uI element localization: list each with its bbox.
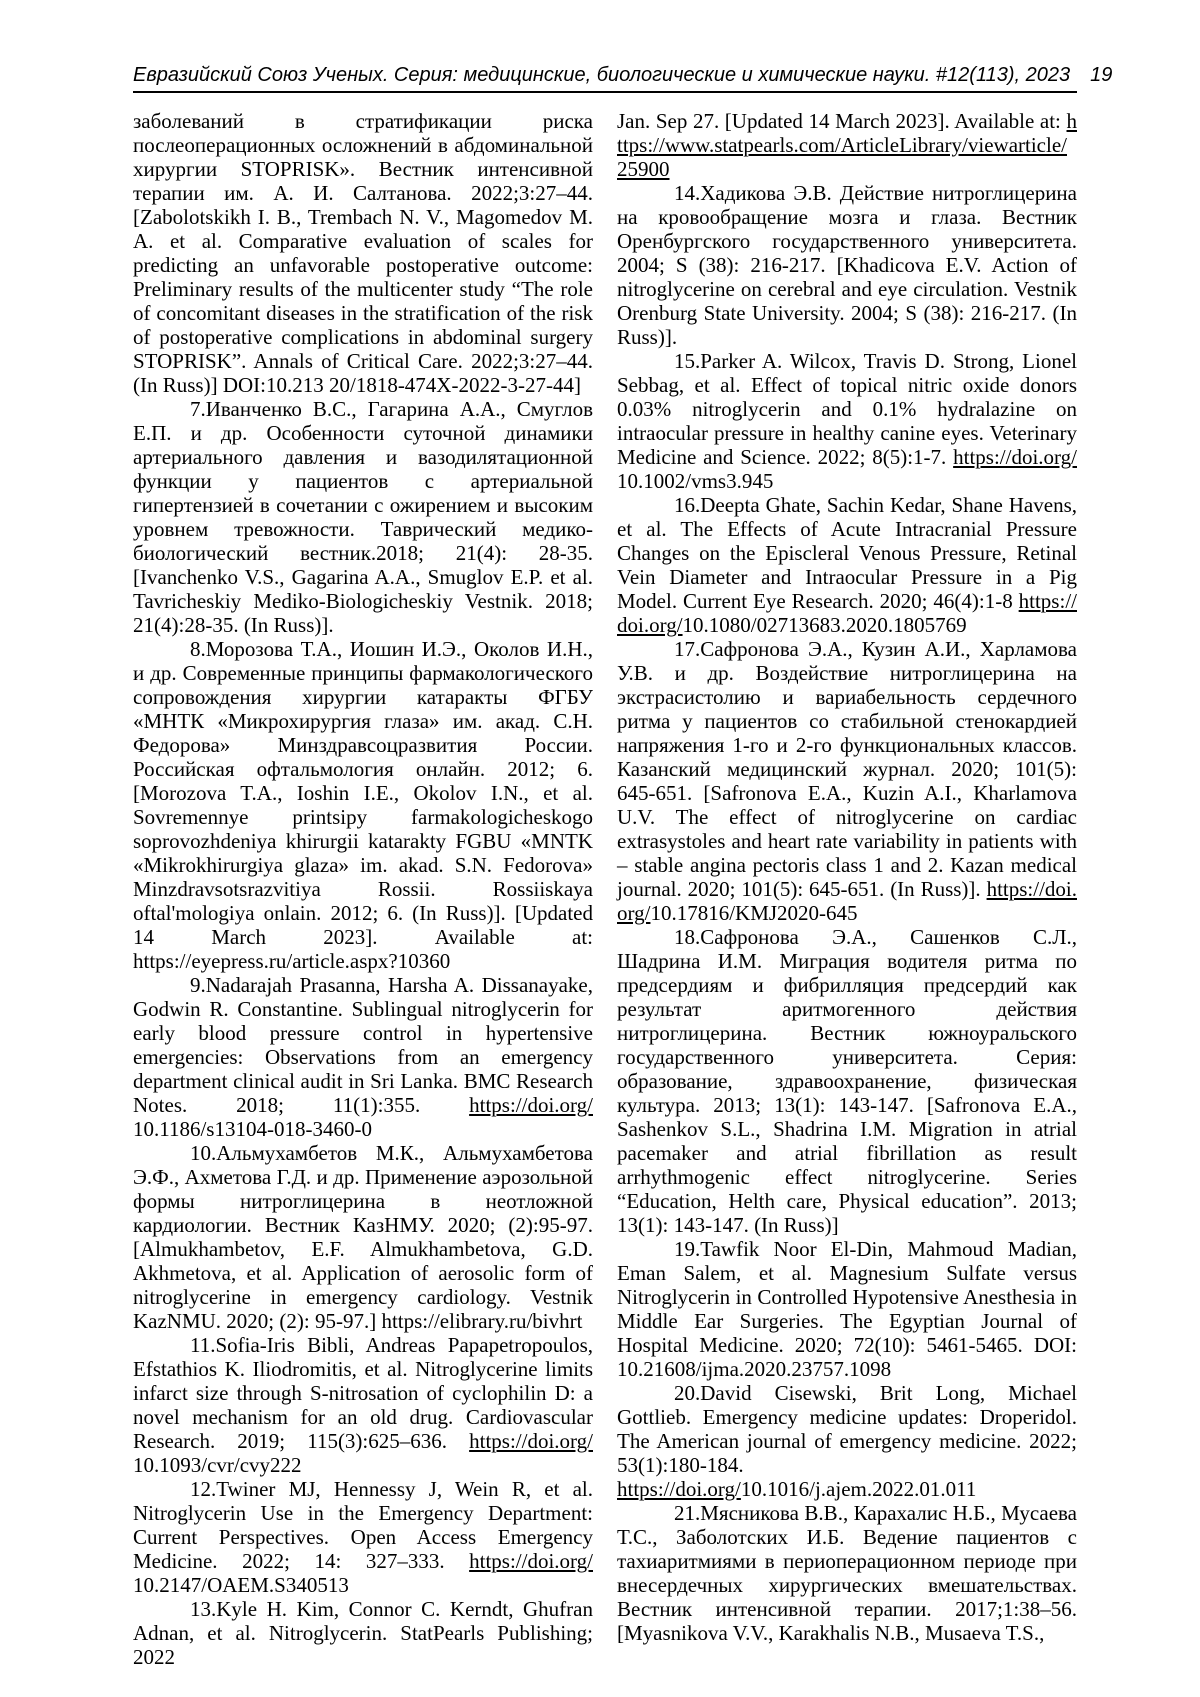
reference-text: 13.Kyle H. Kim, Connor C. Kerndt, Ghufran Adnan, et al. Nitroglycerin. StatPearls Publishing; 2022 bbox=[133, 1597, 593, 1669]
url-link[interactable]: https://www.statpearls.com/ArticleLibrary/viewarticle/25900 bbox=[617, 109, 1077, 181]
reference-text: 10.1186/s13104-018-3460-0 bbox=[133, 1117, 372, 1141]
reference-item bbox=[133, 397, 593, 637]
reference-text: 18.Сафронова Э.А., Сашенков С.Л., Шадрина И.М. Миграция водителя ритма по предсердиям и фибрилляция предсердий как результат аритмогенного действия нитроглицерина. Вестник южноуральского государственного университета. Серия: образование, здравоохранение, физическая культура. 2013; 13(1): 143-147. [Safronova E.A., Sashenkov S.L., Shadrina I.M. Migration in atrial pacemaker and atrial fibrillation as result arrhythmogenic effect nitroglycerine. Series “Education, Helth care, Physical education”. 2013; 13(1): 143-147. (In Russ)] bbox=[617, 925, 1077, 1237]
url-link[interactable]: https://doi.org/ bbox=[617, 877, 1077, 925]
reference-item bbox=[133, 1333, 593, 1477]
reference-text: 12.Twiner MJ, Hennessy J, Wein R, et al. Nitroglycerin Use in the Emergency Department: Current Perspectives. Open Access Emergency Medicine. 2022; 14: 327–333. bbox=[133, 1477, 593, 1573]
reference-item bbox=[617, 925, 1077, 1237]
reference-item bbox=[133, 109, 593, 397]
reference-item bbox=[617, 181, 1077, 349]
references-column-left bbox=[133, 109, 593, 1669]
reference-text: https://elibrary.ru/bivhrt bbox=[381, 1309, 583, 1333]
reference-text: 17.Сафронова Э.А., Кузин А.И., Харламова У.В. и др. Воздействие нитроглицерина на экстрасистолию и вариабельность сердечного ритма у пациентов со стабильной стенокардией напряжения 1-го и 2-го функциональных классов. Казанский медицинский журнал. 2020; 101(5): 645-651. [Safronova E.A., Kuzin A.I., Kharlamova U.V. The effect of nitroglycerine on cardiac extrasystoles and heart rate variability in patients with – stable angina pectoris class 1 and 2. Kazan medical journal. 2020; 101(5): 645-651. (In Russ)]. bbox=[617, 637, 1077, 901]
reference-text: 11.Sofia-Iris Bibli, Andreas Papapetropoulos, Efstathios K. Iliodromitis, et al. Nitroglycerine limits infarct size through S-nitrosation of cyclophilin D: a novel mechanism for an old drug. Cardiovascular Research. 2019; 115(3):625–636. bbox=[133, 1333, 593, 1453]
reference-text: 14.Хадикова Э.В. Действие нитроглицерина на кровообращение мозга и глаза. Вестник Оренбургского государственного университета. 2004; S (38): 216-217. [Khadicova E.V. Action of nitroglycerine on cerebral and eye circulation. Vestnik Orenburg State University. 2004; S (38): 216-217. (In Russ)]. bbox=[617, 181, 1077, 349]
reference-item bbox=[133, 1597, 593, 1669]
reference-text: 20.David Cisewski, Brit Long, Michael Gottlieb. Emergency medicine updates: Droperidol. The American journal of emergency medicine. 2022; 53(1):180-184. bbox=[617, 1381, 1077, 1477]
url-link[interactable]: https://doi.org/ bbox=[953, 445, 1077, 469]
reference-text: 8.Морозова Т.А., Иошин И.Э., Околов И.Н., и др. Современные принципы фармакологического сопровождения хирургии катаракты ФГБУ «МНТК «Микрохирургия глаза» им. акад. С.Н. Федорова» Минздравсоцразвития России. Российская офтальмология онлайн. 2012; 6. [Morozova T.A., Ioshin I.E., Okolov I.N., et al. Sovremennye printsipy farmakologicheskogo soprovozhdeniya khirurgii katarakty FGBU «MNTK «Mikrokhirurgiya glaza» im. akad. S.N. Fedorova» Minzdravsotsrazvitiya Rossii. Rossiiskaya oftal'mologiya onlain. 2012; 6. (In Russ)]. [Updated 14 March 2023]. Available at: bbox=[133, 637, 593, 949]
reference-item bbox=[133, 973, 593, 1141]
url-link[interactable]: https://doi.org/ bbox=[617, 589, 1077, 637]
url-link[interactable]: https://doi.org/ bbox=[469, 1429, 593, 1453]
references-columns bbox=[133, 109, 1077, 1669]
reference-item bbox=[617, 637, 1077, 925]
url-link[interactable]: https://doi.org/ bbox=[617, 1477, 741, 1501]
reference-item bbox=[133, 637, 593, 973]
reference-text: заболеваний в стратификации риска послеоперационных осложнений в абдоминальной хирургии STOPRISK». Вестник интенсивной терапии им. А. И. Салтанова. 2022;3:27–44. [Zabolotskikh I. B., Trembach N. V., Magomedov M. A. et al. Comparative evaluation of scales for predicting an unfavorable postoperative outcome: Preliminary results of the multicenter study “The role of concomitant diseases in the stratification of the risk of postoperative complications in abdominal surgery STOPRISK”. Annals of Critical Care. 2022;3:27–44. (In Russ)] DOI:10.213 20/1818-474X-2022-3-27-44] bbox=[133, 109, 593, 397]
reference-item bbox=[617, 493, 1077, 637]
reference-text: 10.2147/OAEM.S340513 bbox=[133, 1573, 349, 1597]
references-column-right bbox=[617, 109, 1077, 1669]
reference-text: 10.Альмухамбетов М.К., Альмухамбетова Э.Ф., Ахметова Г.Д. и др. Применение аэрозольной формы нитроглицерина в неотложной кардиологии. Вестник КазНМУ. 2020; (2):95-97. [Almukhambetov, E.F. Almukhambetova, G.D. Akhmetova, et al. Application of aerosolic form of nitroglycerine in emergency cardiology. Vestnik KazNMU. 2020; (2): 95-97.] bbox=[133, 1141, 593, 1333]
reference-item bbox=[617, 1501, 1077, 1645]
reference-text: 21.Мясникова В.В., Карахалис Н.Б., Мусаева Т.С., Заболотских И.Б. Ведение пациентов с тахиаритмиями в периоперационном периоде при внесердечных хирургических вмешательствах. Вестник интенсивной терапии. 2017;1:38–56. [Myasnikova V.V., Karakhalis N.B., Musaeva T.S., bbox=[617, 1501, 1077, 1645]
reference-text: 10.1016/j.ajem.2022.01.011 bbox=[740, 1477, 977, 1501]
reference-text: 10.1093/cvr/cvy222 bbox=[133, 1453, 302, 1477]
reference-text: 15.Parker A. Wilcox, Travis D. Strong, Lionel Sebbag, et al. Effect of topical nitric oxide donors 0.03% nitroglycerin and 0.1% hydralazine on intraocular pressure in healthy canine eyes. Veterinary Medicine and Science. 2022; 8(5):1-7. bbox=[617, 349, 1077, 469]
reference-text: 7.Иванченко В.С., Гагарина А.А., Смуглов Е.П. и др. Особенности суточной динамики артериального давления и вазодилятационной функции у пациентов с артериальной гипертензией в сочетании с ожирением и высоким уровнем тревожности. Таврический медико-биологический вестник.2018; 21(4): 28-35. [Ivanchenko V.S., Gagarina A.A., Smuglov E.P. et al. Tavricheskiy Mediko-Biologicheskiy Vestnik. 2018; 21(4):28-35. (In Russ)]. bbox=[133, 397, 593, 637]
reference-item bbox=[617, 349, 1077, 493]
reference-text: 19.Tawfik Noor El-Din, Mahmoud Madian, Eman Salem, et al. Magnesium Sulfate versus Nitroglycerin in Controlled Hypotensive Anesthesia in Middle Ear Surgeries. The Egyptian Journal of Hospital Medicine. 2020; 72(10): 5461-5465. DOI: 10.21608/ijma.2020.23757.1098 bbox=[617, 1237, 1077, 1381]
reference-text: Jan. Sep 27. [Updated 14 March 2023]. Available at: bbox=[617, 109, 1067, 133]
reference-text: 9.Nadarajah Prasanna, Harsha A. Dissanayake, Godwin R. Constantine. Sublingual nitroglycerin for early blood pressure control in hypertensive emergencies: Observations from an emergency department clinical audit in Sri Lanka. BMC Research Notes. 2018; 11(1):355. bbox=[133, 973, 593, 1117]
journal-header-title: Евразийский Союз Ученых. Серия: медицинские, биологические и химические науки. #12(113), 2023 bbox=[133, 64, 1071, 86]
reference-item bbox=[133, 1141, 593, 1333]
page-header bbox=[133, 64, 1113, 93]
url-link[interactable]: https://doi.org/ bbox=[469, 1549, 593, 1573]
reference-text: 10.1002/vms3.945 bbox=[617, 469, 774, 493]
reference-text: 16.Deepta Ghate, Sachin Kedar, Shane Havens, et al. The Effects of Acute Intracranial Pressure Changes on the Episcleral Venous Pressure, Retinal Vein Diameter and Intraocular Pressure in a Pig Model. Current Eye Research. 2020; 46(4):1-8 bbox=[617, 493, 1077, 613]
reference-item bbox=[617, 1237, 1077, 1381]
reference-item bbox=[133, 1477, 593, 1597]
reference-text: 10.17816/KMJ2020-645 bbox=[650, 901, 858, 925]
reference-item bbox=[617, 109, 1077, 181]
reference-item bbox=[617, 1477, 1077, 1501]
reference-text: 10.1080/02713683.2020.1805769 bbox=[682, 613, 967, 637]
url-link[interactable]: https://doi.org/ bbox=[469, 1093, 593, 1117]
reference-item bbox=[617, 1381, 1077, 1477]
reference-text: https://eyepress.ru/article.aspx?10360 bbox=[133, 949, 451, 973]
page-number: 19 bbox=[1090, 64, 1113, 86]
